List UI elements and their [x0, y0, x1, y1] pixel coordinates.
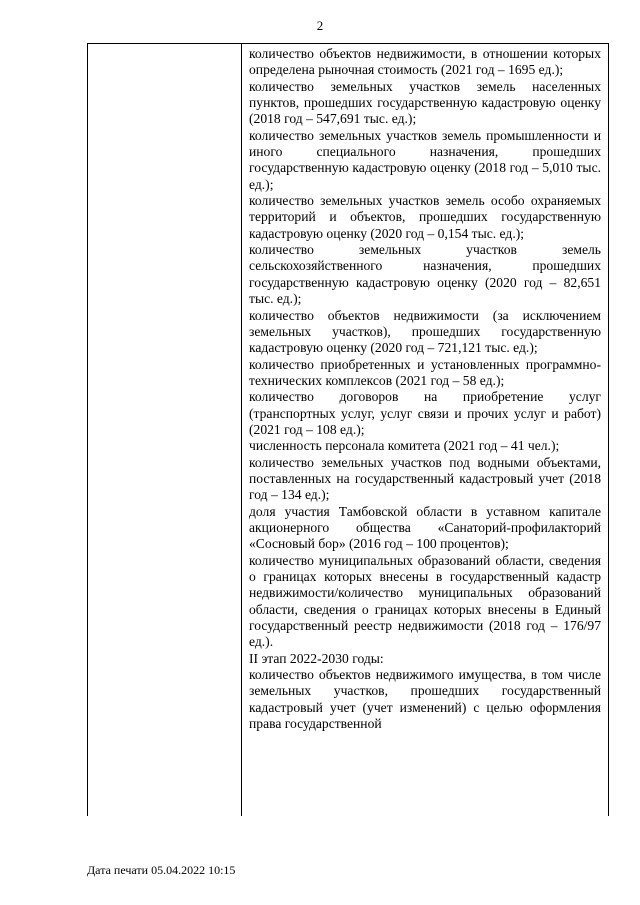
indicator-paragraph: количество приобретенных и установленных программно-технических комплексов (2021 год – 58 ед.);: [249, 356, 601, 388]
table-left-column: [88, 44, 242, 816]
indicator-paragraph: количество земельных участков земель промышленности и иного специального назначения, прошедших государственную кадастровую оценку (2018 год – 5,010 тыс. ед.);: [249, 127, 601, 192]
print-date-footer: Дата печати 05.04.2022 10:15: [87, 863, 236, 877]
indicator-paragraph: количество объектов недвижимости, в отношении которых определена рыночная стоимость (2021 год – 1695 ед.);: [249, 46, 601, 78]
indicator-paragraph: количество земельных участков под водными объектами, поставленных на государственный кадастровый учет (2018 год – 134 ед.);: [249, 454, 601, 503]
stage-heading: II этап 2022-2030 годы:: [249, 650, 384, 666]
indicator-paragraph: количество земельных участков земель населенных пунктов, прошедших государственную кадастровую оценку (2018 год – 547,691 тыс. ед.);: [249, 78, 601, 127]
indicator-paragraph: количество объектов недвижимого имущества, в том числе земельных участков, прошедших государственный кадастровый учет (учет изменений) с целью оформления права государственной: [249, 667, 601, 732]
indicator-paragraph: количество муниципальных образований области, сведения о границах которых внесены в государственный кадастр недвижимости/количество муниципальных образований области, сведения о границах которых внесены в Единый государственный реестр недвижимости (2018 год – 176/97 ед.).: [249, 552, 601, 650]
indicator-paragraph: количество земельных участков земель особо охраняемых территорий и объектов, прошедших государственную кадастровую оценку (2020 год – 0,154 тыс. ед.);: [249, 193, 601, 241]
indicator-paragraph: количество договоров на приобретение услуг (транспортных услуг, услуг связи и прочих услуг и работ) (2021 год – 108 ед.);: [249, 389, 601, 437]
page-number: 2: [316, 18, 324, 33]
program-table: [87, 43, 609, 816]
indicator-paragraph: количество объектов недвижимости (за исключением земельных участков), прошедших государственную кадастровую оценку (2020 год – 721,121 тыс. ед.);: [249, 307, 601, 356]
indicator-paragraph: численность персонала комитета (2021 год – 41 чел.);: [249, 438, 560, 454]
indicator-paragraph: количество земельных участков земель сельскохозяйственного назначения, прошедших государственную кадастровую оценку (2020 год – 82,651 тыс. ед.);: [249, 242, 601, 307]
indicator-paragraph: доля участия Тамбовской области в уставном капитале акционерного общества «Санаторий-профилакторий «Сосновый бор» (2016 год – 100 процентов);: [249, 503, 601, 552]
table-right-column: [242, 44, 608, 816]
